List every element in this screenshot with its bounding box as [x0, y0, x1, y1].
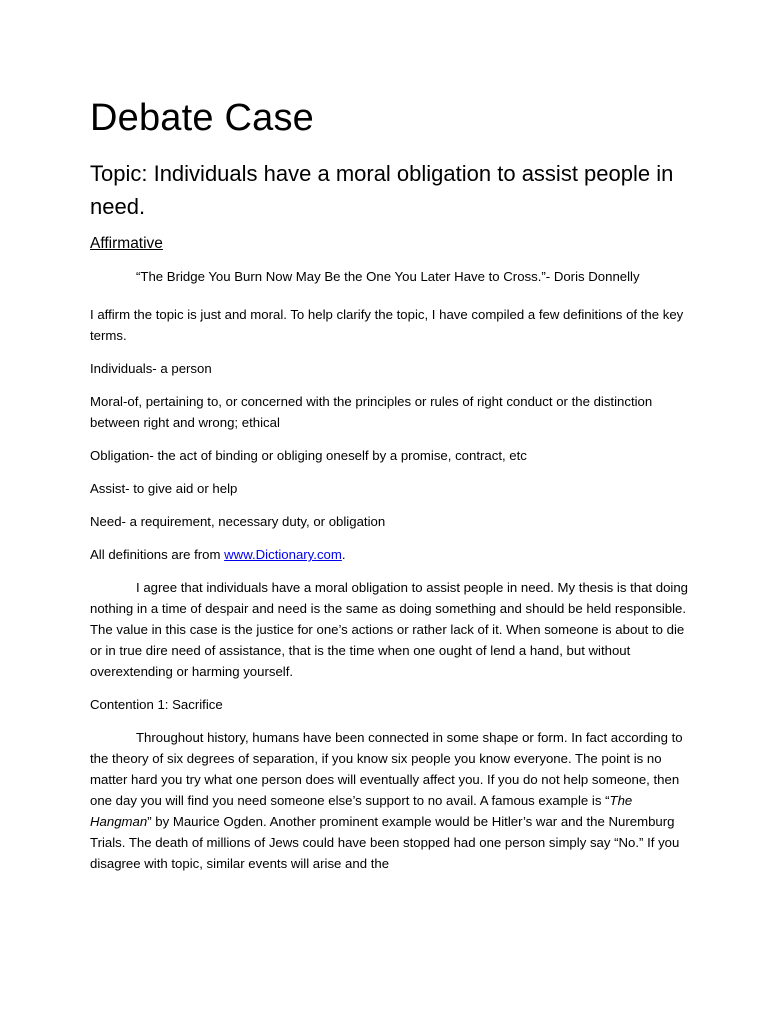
hangman-title: The Hangman	[90, 793, 633, 829]
dictionary-link[interactable]: www.Dictionary.com	[224, 547, 342, 562]
thesis-paragraph: I agree that individuals have a moral obligation to assist people in need. My thesis is that doing nothing in a time of despair and need is the same as doing something and should be held responsible. The value in this case is the justice for one’s actions or rather lack of it. When someone is about to die or in true dire need of assistance, that is the time when one ought of lend a hand, but without overextending or harming yourself.	[90, 580, 689, 679]
source-note-suffix: .	[341, 547, 346, 562]
opening-quote: “The Bridge You Burn Now May Be the One You Later Have to Cross.”- Doris Donnelly	[136, 269, 640, 284]
source-note-prefix: All definitions are from	[90, 547, 225, 562]
contention-1-text-part2: ” by Maurice Ogden. Another prominent example would be Hitler’s war and the Nuremburg Trials. The death of millions of Jews could have been stopped had one person simply say “No.” If you disagree with topic, similar events will arise and the	[90, 814, 680, 871]
definition-individuals: Individuals- a person	[90, 361, 212, 376]
document-title: Debate Case	[90, 97, 315, 139]
definition-obligation: Obligation- the act of binding or obliging oneself by a promise, contract, etc	[90, 448, 527, 463]
contention-1-text-part1: Throughout history, humans have been connected in some shape or form. In fact according to the theory of six degrees of separation, if you know six people you know everyone. The point is no matter hard you try what one person does will eventually affect you. If you do not help someone, then one day you will find you need someone else’s support to no avail. A famous example is “	[90, 730, 683, 808]
source-note	[90, 544, 690, 565]
affirmative-heading: Affirmative	[90, 235, 163, 252]
contention-1-heading: Contention 1: Sacrifice	[90, 697, 223, 712]
intro-paragraph: I affirm the topic is just and moral. To help clarify the topic, I have compiled a few definitions of the key terms.	[90, 307, 684, 343]
definition-assist: Assist- to give aid or help	[90, 481, 238, 496]
topic-heading: Topic: Individuals have a moral obligation to assist people in need.	[90, 161, 674, 219]
definition-moral: Moral-of, pertaining to, or concerned with the principles or rules of right conduct or the distinction between right and wrong; ethical	[90, 394, 653, 430]
document-body	[90, 93, 690, 886]
contention-1-paragraph	[90, 727, 690, 874]
definition-need: Need- a requirement, necessary duty, or obligation	[90, 514, 386, 529]
